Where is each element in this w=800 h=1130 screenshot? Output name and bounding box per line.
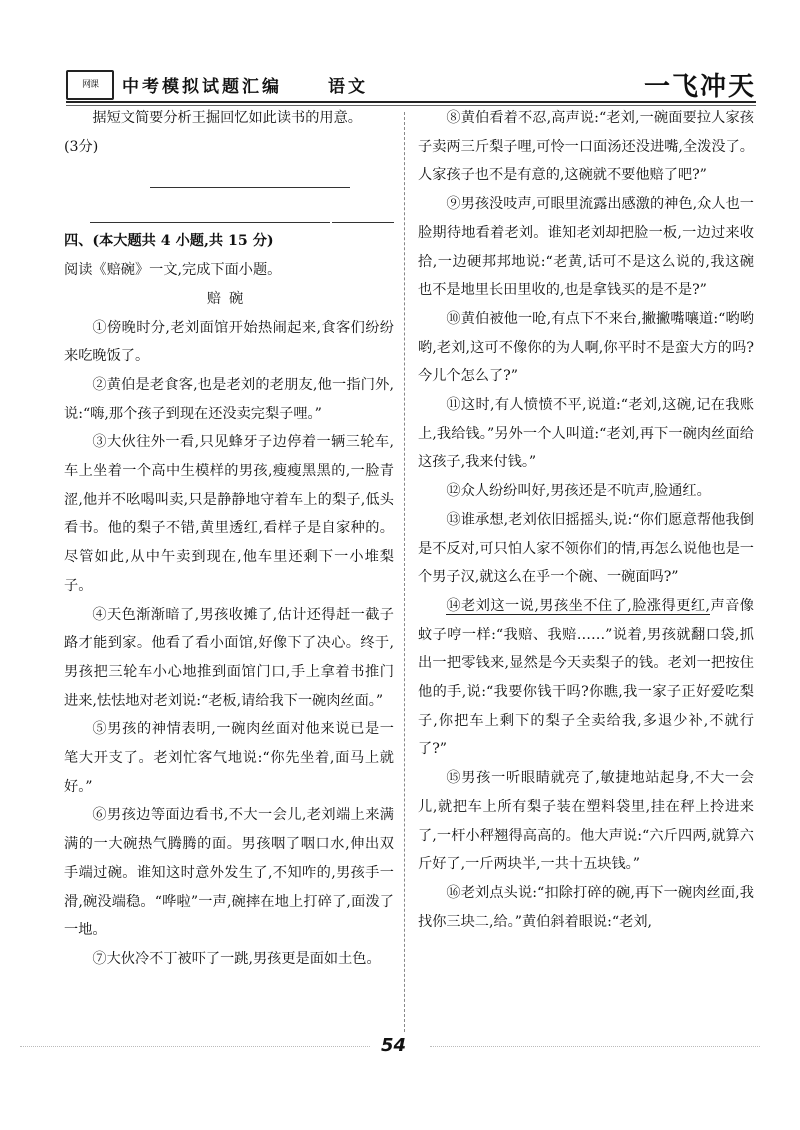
article-paragraph: ③大伙往外一看,只见蜂牙子边停着一辆三轮车,车上坐着一个高中生模样的男孩,瘦瘦黑黑的,一脸青涩,他并不吆喝叫卖,只是静静地守着车上的梨子,低头看书。他的梨子不错,黄里透红,看样子是自家种的。尽管如此,从中午卖到现在,他车里还剩下一小堆梨子。 [64,434,394,594]
article-paragraph: ⑧黄伯看着不忍,高声说:“老刘,一碗面要拉人家孩子卖两三斤梨子哩,可怜一口面汤还没进嘴,全泼没了。人家孩子也不是有意的,这碗就不要他赔了吧?” [418,110,754,184]
article-paragraph: ⑨男孩没吱声,可眼里流露出感激的神色,众人也一脸期待地看着老刘。谁知老刘却把脸一板,一边过来收拾,一边硬邦邦地说:“老黄,话可不是这么说的,我这碗也不是地里长田里收的,也是拿钱买的是不是?” [418,196,754,299]
answer-blank-line[interactable] [150,187,350,188]
article-paragraph: ⑬谁承想,老刘依旧摇摇头,说:“你们愿意帮他我倒是不反对,可只怕人家不领你们的情,再怎么说他也是一个男子汉,就这么在乎一个碗、一碗面吗?” [418,511,754,586]
question-score: (3分) [64,138,99,155]
article-paragraph: ⑥男孩边等面边看书,不大一会儿,老刘端上来满满的一大碗热气腾腾的面。男孩咽了咽口水,伸出双手端过碗。谁知这时意外发生了,不知咋的,男孩手一滑,碗没端稳。“哗啦”一声,碗摔在地上打碎了,面泼了一地。 [64,807,394,939]
answer-blank-row [64,222,394,223]
subject-label: 语文 [328,77,368,97]
article-title: 赔碗 [206,290,252,307]
paragraph-text: 声音像蚊子哼一样:“我赔、我赔……”说着,男孩就翻口袋,抓出一把零钱来,显然是今天卖梨子的钱。老刘一把按住他的手,说:“我要你钱干吗?你瞧,我一家子正好爱吃梨子,你把车上剩下的梨子全卖给我,多退少补,不就行了?” [418,597,754,758]
article-paragraph: ⑦大伙冷不丁被吓了一跳,男孩更是面如土色。 [92,950,381,967]
article-paragraph: ⑩黄伯被他一呛,有点下不来台,撇撇嘴嚷道:“哟哟哟,老刘,这可不像你的为人啊,你平时不是蛮大方的吗?今儿个怎么了?” [418,310,754,385]
header-rule [66,101,756,103]
answer-blank-line[interactable] [332,222,394,223]
reading-instruction: 阅读《赔碗》一文,完成下面小题。 [64,262,282,279]
footer-rule [430,1046,760,1047]
series-logo: 网课 [66,70,114,100]
article-paragraph: ⑮男孩一听眼睛就亮了,敏捷地站起身,不大一会儿,就把车上所有梨子装在塑料袋里,挂在秤上拎进来了,一杆小秤翘得高高的。他大声说:“六斤四两,就算六斤好了,一斤两块半,一共十五块钱。” [418,770,754,873]
answer-blank-line[interactable] [90,222,330,223]
column-divider [404,112,405,1032]
article-paragraph: ①傍晚时分,老刘面馆开始热闹起来,食客们纷纷来吃晚饭了。 [64,319,394,365]
article-paragraph: ⑪这时,有人愤愤不平,说道:“老刘,这碗,记在我账上,我给钱。”另外一个人叫道:“老刘,再下一碗肉丝面给这孩子,我来付钱。” [418,397,754,471]
question-continuation: 据短文简要分析王掘回忆如此读书的用意。 [92,110,362,126]
article-paragraph: ⑫众人纷纷叫好,男孩还是不吭声,脸通红。 [446,483,711,500]
series-title: 中考模拟试题汇编 [122,77,282,97]
article-paragraph: ⑤男孩的神情表明,一碗肉丝面对他来说已是一笔大开支了。老刘忙客气地说:“你先坐着,面马上就好。” [64,721,394,795]
article-paragraph: ⑯老刘点头说:“扣除打碎的碗,再下一碗肉丝面,我找你三块二,给。”黄伯斜着眼说:“老刘, [418,884,754,930]
right-column [418,104,754,936]
article-paragraph [418,592,754,764]
article-paragraph: ④天色渐渐暗了,男孩收摊了,估计还得赶一截子路才能到家。他看了看小面馆,好像下了决心。终于,男孩把三轮车小心地推到面馆门口,手上拿着书推门进来,怯怯地对老刘说:“老板,请给我下一碗肉丝面。” [64,606,394,709]
underlined-sentence: ⑭老刘这一说,男孩坐不住了,脸涨得更红, [446,597,711,614]
brand-logo: 一飞冲天 [643,72,756,102]
page-number: 54 [381,1035,407,1056]
footer-rule [20,1046,370,1047]
page-header [66,66,756,100]
left-column [64,104,394,974]
section-heading: 四、(本大题共 4 小题,共 15 分) [64,233,274,250]
article-paragraph: ②黄伯是老食客,也是老刘的老朋友,他一指门外,说:“嗨,那个孩子到现在还没卖完梨子哩。” [64,376,394,422]
